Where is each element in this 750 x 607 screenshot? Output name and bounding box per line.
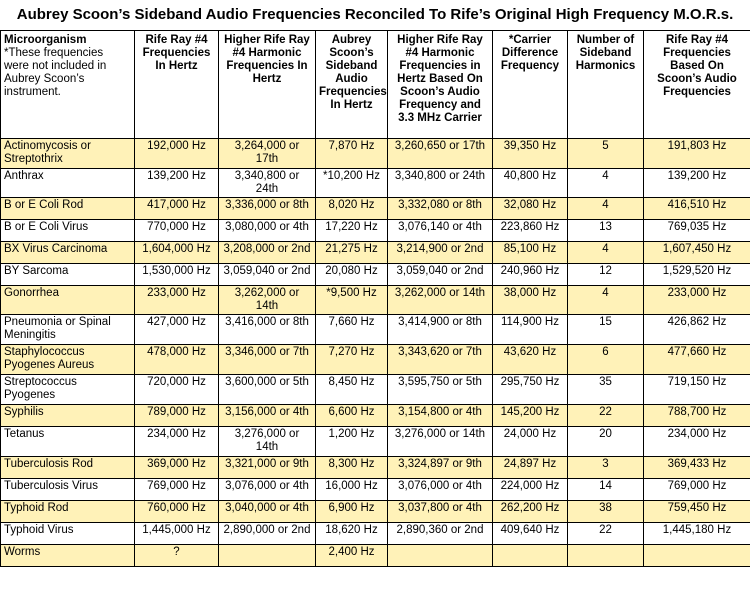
cell-carrier: 409,640 Hz [493,523,568,545]
cell-carrier: 295,750 Hz [493,375,568,405]
cell-scoon: 7,270 Hz [316,345,388,375]
cell-microorganism: Anthrax [1,169,135,198]
table-row [1,315,750,345]
col-header-harmonic: Higher Rife Ray #4 Harmonic Frequencies in Hertz Based On Scoon’s Audio Frequency and 3.3 MHz Carrier [388,31,493,139]
cell-higher: 3,262,000 or 14th [219,286,316,315]
table-row [1,139,750,169]
cell-microorganism: Actinomycosis or Streptothrix [1,139,135,169]
table-row [1,345,750,375]
cell-higher: 3,264,000 or 17th [219,139,316,169]
cell-harmonic: 3,214,900 or 2nd [388,242,493,264]
table-row [1,457,750,479]
cell-scoon: 6,600 Hz [316,405,388,427]
cell-based: 416,510 Hz [644,198,750,220]
cell-based [644,545,750,567]
cell-harmonic: 3,037,800 or 4th [388,501,493,523]
table-row [1,479,750,501]
cell-harmonic: 3,343,620 or 7th [388,345,493,375]
cell-rife: 427,000 Hz [135,315,219,345]
cell-rife: 1,445,000 Hz [135,523,219,545]
cell-num-harmonics: 4 [568,169,644,198]
cell-rife: 478,000 Hz [135,345,219,375]
cell-based: 234,000 Hz [644,427,750,457]
cell-microorganism: BY Sarcoma [1,264,135,286]
col-header-num-harmonics: Number of Sideband Harmonics [568,31,644,139]
cell-carrier: 114,900 Hz [493,315,568,345]
table-row [1,198,750,220]
cell-carrier [493,545,568,567]
cell-scoon: 20,080 Hz [316,264,388,286]
cell-carrier: 24,897 Hz [493,457,568,479]
cell-microorganism: Tuberculosis Rod [1,457,135,479]
cell-higher: 3,156,000 or 4th [219,405,316,427]
cell-harmonic: 3,260,650 or 17th [388,139,493,169]
cell-harmonic: 3,076,000 or 4th [388,479,493,501]
cell-num-harmonics: 5 [568,139,644,169]
cell-based: 1,529,520 Hz [644,264,750,286]
cell-harmonic: 3,076,140 or 4th [388,220,493,242]
table-row [1,427,750,457]
cell-scoon: 1,200 Hz [316,427,388,457]
cell-higher: 3,600,000 or 5th [219,375,316,405]
cell-harmonic: 3,595,750 or 5th [388,375,493,405]
cell-rife: 760,000 Hz [135,501,219,523]
cell-scoon: 7,660 Hz [316,315,388,345]
cell-carrier: 85,100 Hz [493,242,568,264]
cell-scoon: *10,200 Hz [316,169,388,198]
cell-rife: 1,530,000 Hz [135,264,219,286]
cell-microorganism: Tuberculosis Virus [1,479,135,501]
cell-num-harmonics: 35 [568,375,644,405]
cell-based: 1,607,450 Hz [644,242,750,264]
cell-rife: 789,000 Hz [135,405,219,427]
cell-scoon: 16,000 Hz [316,479,388,501]
cell-harmonic: 3,154,800 or 4th [388,405,493,427]
cell-based: 719,150 Hz [644,375,750,405]
col-header-microorganism [1,31,135,139]
cell-carrier: 224,000 Hz [493,479,568,501]
cell-scoon: *9,500 Hz [316,286,388,315]
cell-based: 769,035 Hz [644,220,750,242]
cell-microorganism: BX Virus Carcinoma [1,242,135,264]
cell-higher: 3,208,000 or 2nd [219,242,316,264]
cell-based: 759,450 Hz [644,501,750,523]
page-title: Aubrey Scoon’s Sideband Audio Frequencies Reconciled To Rife’s Original High Frequency M.O.R.s. [16,6,734,23]
cell-rife: 769,000 Hz [135,479,219,501]
cell-scoon: 17,220 Hz [316,220,388,242]
cell-num-harmonics: 22 [568,523,644,545]
cell-harmonic: 3,276,000 or 14th [388,427,493,457]
cell-microorganism: B or E Coli Virus [1,220,135,242]
cell-harmonic: 2,890,360 or 2nd [388,523,493,545]
cell-num-harmonics: 6 [568,345,644,375]
cell-rife: 369,000 Hz [135,457,219,479]
cell-microorganism: Pneumonia or Spinal Meningitis [1,315,135,345]
cell-rife: 139,200 Hz [135,169,219,198]
cell-scoon: 7,870 Hz [316,139,388,169]
cell-rife: 1,604,000 Hz [135,242,219,264]
cell-higher: 3,416,000 or 8th [219,315,316,345]
table-row [1,220,750,242]
cell-microorganism: Streptococcus Pyogenes [1,375,135,405]
table-row [1,523,750,545]
col-header-rife: Rife Ray #4 Frequencies In Hertz [135,31,219,139]
cell-scoon: 21,275 Hz [316,242,388,264]
cell-carrier: 43,620 Hz [493,345,568,375]
cell-harmonic: 3,262,000 or 14th [388,286,493,315]
cell-higher [219,545,316,567]
cell-carrier: 39,350 Hz [493,139,568,169]
cell-num-harmonics [568,545,644,567]
cell-microorganism: Typhoid Rod [1,501,135,523]
cell-carrier: 262,200 Hz [493,501,568,523]
cell-carrier: 24,000 Hz [493,427,568,457]
cell-rife: 234,000 Hz [135,427,219,457]
cell-scoon: 2,400 Hz [316,545,388,567]
cell-based: 139,200 Hz [644,169,750,198]
cell-carrier: 145,200 Hz [493,405,568,427]
cell-num-harmonics: 14 [568,479,644,501]
cell-higher: 3,040,000 or 4th [219,501,316,523]
cell-harmonic: 3,332,080 or 8th [388,198,493,220]
cell-harmonic: 3,340,800 or 24th [388,169,493,198]
cell-higher: 3,059,040 or 2nd [219,264,316,286]
table-row [1,501,750,523]
table-row [1,286,750,315]
cell-higher: 3,336,000 or 8th [219,198,316,220]
cell-carrier: 223,860 Hz [493,220,568,242]
table-row [1,375,750,405]
col-header-note: *These frequencies were not included in Aubrey Scoon’s instrument. [4,47,107,98]
cell-num-harmonics: 3 [568,457,644,479]
cell-based: 191,803 Hz [644,139,750,169]
col-header-based: Rife Ray #4 Frequencies Based On Scoon’s Audio Frequencies [644,31,750,139]
cell-microorganism: Worms [1,545,135,567]
cell-based: 233,000 Hz [644,286,750,315]
cell-rife: 720,000 Hz [135,375,219,405]
table-row [1,405,750,427]
cell-num-harmonics: 22 [568,405,644,427]
cell-higher: 3,340,800 or 24th [219,169,316,198]
col-header-carrier: *Carrier Difference Frequency [493,31,568,139]
cell-num-harmonics: 15 [568,315,644,345]
cell-based: 788,700 Hz [644,405,750,427]
cell-num-harmonics: 4 [568,242,644,264]
cell-carrier: 32,080 Hz [493,198,568,220]
table-row [1,264,750,286]
cell-carrier: 240,960 Hz [493,264,568,286]
cell-microorganism: B or E Coli Rod [1,198,135,220]
table-row [1,242,750,264]
cell-higher: 2,890,000 or 2nd [219,523,316,545]
cell-rife: 417,000 Hz [135,198,219,220]
table-row [1,545,750,567]
cell-higher: 3,076,000 or 4th [219,479,316,501]
cell-harmonic [388,545,493,567]
cell-higher: 3,346,000 or 7th [219,345,316,375]
cell-scoon: 8,450 Hz [316,375,388,405]
cell-based: 769,000 Hz [644,479,750,501]
col-header-title: Microorganism [4,34,87,46]
cell-num-harmonics: 4 [568,198,644,220]
cell-num-harmonics: 20 [568,427,644,457]
cell-num-harmonics: 12 [568,264,644,286]
cell-num-harmonics: 38 [568,501,644,523]
cell-based: 426,862 Hz [644,315,750,345]
cell-scoon: 6,900 Hz [316,501,388,523]
cell-higher: 3,276,000 or 14th [219,427,316,457]
cell-scoon: 18,620 Hz [316,523,388,545]
cell-scoon: 8,300 Hz [316,457,388,479]
cell-microorganism: Syphilis [1,405,135,427]
cell-harmonic: 3,059,040 or 2nd [388,264,493,286]
table-header-row [1,31,750,139]
cell-harmonic: 3,414,900 or 8th [388,315,493,345]
cell-higher: 3,321,000 or 9th [219,457,316,479]
col-header-scoon: Aubrey Scoon’s Sideband Audio Frequencies In Hertz [316,31,388,139]
frequency-table [0,30,750,567]
cell-rife: 770,000 Hz [135,220,219,242]
cell-based: 477,660 Hz [644,345,750,375]
cell-microorganism: Typhoid Virus [1,523,135,545]
col-header-higher: Higher Rife Ray #4 Harmonic Frequencies In Hertz [219,31,316,139]
cell-rife: 233,000 Hz [135,286,219,315]
cell-carrier: 40,800 Hz [493,169,568,198]
table-row [1,169,750,198]
cell-higher: 3,080,000 or 4th [219,220,316,242]
cell-rife: ? [135,545,219,567]
cell-num-harmonics: 4 [568,286,644,315]
cell-based: 369,433 Hz [644,457,750,479]
cell-based: 1,445,180 Hz [644,523,750,545]
cell-scoon: 8,020 Hz [316,198,388,220]
cell-microorganism: Gonorrhea [1,286,135,315]
cell-microorganism: Tetanus [1,427,135,457]
cell-carrier: 38,000 Hz [493,286,568,315]
cell-microorganism: Staphylococcus Pyogenes Aureus [1,345,135,375]
cell-num-harmonics: 13 [568,220,644,242]
cell-harmonic: 3,324,897 or 9th [388,457,493,479]
cell-rife: 192,000 Hz [135,139,219,169]
